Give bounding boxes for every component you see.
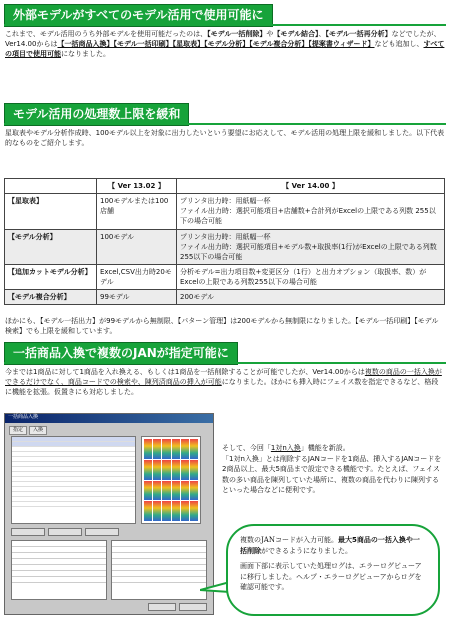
limits-table [4, 178, 445, 305]
section2-title: モデル活用の処理数上限を緩和 [4, 103, 189, 126]
one-to-n-note: そして、今回「1対n入換」機能を新設。 「1対n入換」とは削除するJANコードを1商品、挿入するJANコードを2商品以上、最大5商品まで設定できる機能です。たとえば、フェイス数の多い商品を陳列していた場所に、複数の商品を代わりに陳列するといった場合などに便利です。 [222, 444, 442, 494]
section3-rule [4, 362, 446, 364]
table-row: 【星取表】 100モデルまたは100店舗 プリンタ出力時：用紙幅一杯 ファイル出力時：選択可能項目+店舗数+合計列がExcelの上限である列数 255以下の場合可能 [5, 194, 445, 229]
section1-title: 外部モデルがすべてのモデル活用で使用可能に [4, 4, 273, 27]
section3-body: 今までは1商品に対して1商品を入れ換える、もしくは1商品を一括削除することが可能でしたが、Ver14.00からは複数の商品の一括入換ができるだけでなく、商品コードでの検索や、陳列済商品の挿入が可能になりました。ほかにも挿入時にフェイス数を指定できるなど、格段に機能を拡張。仮置きにも対応しました。 [5, 368, 442, 397]
screenshot-titlebar: 一括商品入換 [5, 414, 213, 423]
screenshot-insert-pane [111, 540, 207, 600]
screenshot-delete-pane [11, 540, 107, 600]
screenshot-tab: 入換 [29, 426, 47, 435]
screenshot-shelf-preview [141, 436, 201, 524]
section2-rule [4, 123, 446, 125]
screenshot-tab: 指定 [9, 426, 27, 435]
screenshot-model-list [11, 436, 136, 524]
table-header-blank [5, 179, 97, 194]
bulk-replace-screenshot [4, 413, 214, 615]
table-row: 【追加カットモデル分析】 Excel,CSV出力時20モデル 分析モデル=出力項目数+変更区分（1行）と出力オプション（取扱率、数）がExcelの上限である列数255以下の場合可能 [5, 264, 445, 289]
table-header-old: 【 Ver 13.02 】 [97, 179, 177, 194]
section1-rule [4, 24, 446, 26]
section3-title: 一括商品入換で複数のJANが指定可能に [4, 342, 238, 365]
screenshot-buttons [11, 528, 119, 536]
screenshot-footer-buttons [148, 603, 207, 611]
section1-body: これまで、モデル活用のうち外部モデルを使用可能だったのは、【モデル一括削除】や【モデル結合】、【モデル一括再分析】などでしたが、Ver14.00からは【一括商品入換】【モデル一括印刷】【星取表】【モデル分析】【モデル複合分析】【提案書ウィザード】なども追加し、すべての項目で使用可能になりました。 [5, 30, 445, 59]
screenshot-tabs [9, 426, 47, 435]
section2-after: ほかにも、【モデル一括出力】が99モデルから無制限、【パターン管理】は200モデルから無制限になりました。【モデル一括印刷】【モデル検索】でも上限を緩和しています。 [5, 317, 439, 336]
callout-bubble: 複数のJANコードが入力可能。最大5商品の一括入換や一括削除ができるようになりました。 画面下部に表示していた処理ログは、エラーログビューアに移行しました。ヘルプ・エラーログビューアからログを確認可能です。 [226, 524, 440, 616]
table-header-new: 【 Ver 14.00 】 [177, 179, 445, 194]
table-row: 【モデル分析】 100モデル プリンタ出力時：用紙幅一杯 ファイル出力時：選択可能項目+モデル数+取扱率(1行)がExcelの上限である列数255以下の場合可能 [5, 229, 445, 264]
table-row: 【モデル複合分析】 99モデル 200モデル [5, 290, 445, 305]
section2-intro: 星取表やモデル分析作成時、100モデル以上を対象に出力したいという要望にお応えして、モデル活用の処理上限を緩和しました。以下代表的なものをご紹介します。 [5, 129, 445, 148]
